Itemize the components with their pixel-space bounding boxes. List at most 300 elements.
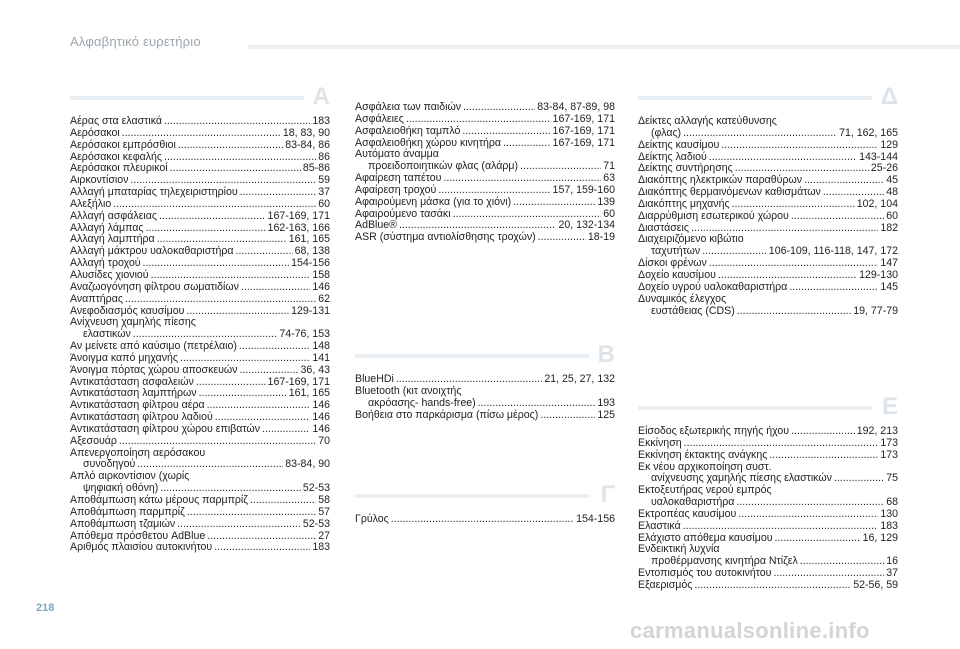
- leader-dots: [462, 126, 550, 138]
- entry-line: [638, 211, 898, 223]
- entry-pages: 154-156: [576, 513, 615, 525]
- entry-term: Είσοδος εξωτερικής πηγής ήχου: [638, 425, 790, 437]
- index-entry: [355, 149, 615, 173]
- page-number: 218: [36, 602, 55, 614]
- entry-term: Ανίχνευση χαμηλής πίεσης: [70, 316, 196, 329]
- entry-pages: 167-169, 171: [267, 209, 330, 222]
- section-header: [355, 340, 615, 370]
- leader-dots: [694, 580, 851, 592]
- index-entry: [638, 294, 898, 318]
- entry-pages: 36, 43: [300, 363, 330, 376]
- index-entry: [638, 282, 898, 294]
- entry-term: Δείκτης λαδιού: [638, 150, 707, 163]
- entry-line: [638, 294, 898, 306]
- leader-dots: [262, 424, 310, 436]
- entry-term: Αερόσακοι πλευρικοί: [70, 162, 168, 175]
- leader-dots: [214, 542, 310, 554]
- entry-line: [355, 197, 615, 209]
- entry-pages: 148: [312, 340, 330, 353]
- entry-term: Δοχείο υγρού υαλοκαθαριστήρα: [638, 280, 788, 293]
- index-entry: [70, 353, 330, 365]
- entry-term: Εκκίνηση έκτακτης ανάγκης: [638, 448, 768, 461]
- entry-term: Δοχείο καυσίμου: [638, 268, 716, 281]
- entry-line: [70, 424, 330, 436]
- index-entry: [355, 114, 615, 126]
- section-header: [638, 82, 898, 112]
- entry-pages: 167-169, 171: [552, 136, 615, 149]
- entry-term: ευστάθειας (CDS): [651, 304, 735, 317]
- entry-term: BlueHDi: [355, 373, 394, 385]
- entry-line: [355, 232, 615, 244]
- leader-dots: [196, 377, 266, 389]
- entry-term: Ανεφοδιασμός καυσίμου: [70, 304, 185, 317]
- index-entry: [70, 365, 330, 377]
- index-entry: [70, 507, 330, 519]
- entry-line: [638, 140, 898, 152]
- entry-term: Αλεξήλιο: [70, 197, 112, 210]
- entry-pages: 48: [886, 186, 898, 199]
- entry-pages: 60: [318, 197, 330, 210]
- entry-pages: 183: [312, 115, 330, 127]
- entry-pages: 63: [603, 172, 615, 185]
- leader-dots: [791, 426, 855, 438]
- leader-dots: [236, 246, 293, 258]
- entry-pages: 158: [312, 268, 330, 281]
- entry-term: Εκτροπέας καυσίμου: [638, 507, 737, 520]
- entry-term: Άνοιγμα πόρτας χώρου αποσκευών: [70, 363, 238, 376]
- entry-term: προειδοποιητικών φλας (αλάρμ): [368, 160, 519, 173]
- entry-line: [70, 436, 330, 448]
- entry-pages: 102, 104: [856, 197, 898, 210]
- leader-dots: [702, 246, 767, 258]
- entry-pages: 27: [318, 529, 330, 542]
- index-entry: [70, 542, 330, 554]
- entry-term: συνοδηγού: [83, 458, 136, 471]
- section-letter: Δ: [880, 83, 898, 110]
- leader-dots: [170, 163, 301, 175]
- entry-pages: 147: [880, 257, 898, 270]
- entry-pages: 162-163, 166: [267, 221, 330, 234]
- entry-pages: 37: [318, 186, 330, 199]
- index-entry: [355, 197, 615, 209]
- entry-term: Αντικατάσταση φίλτρου λαδιού: [70, 411, 213, 424]
- entry-term: Αναπτήρας: [70, 292, 123, 305]
- entry-pages: 173: [880, 436, 898, 449]
- leader-dots: [207, 400, 311, 412]
- entry-term: ανίχνευσης χαμηλής πίεσης ελαστικών: [651, 472, 832, 485]
- entry-term: Αλλαγή ασφάλειας: [70, 209, 158, 222]
- entry-pages: 129-130: [859, 268, 898, 281]
- entry-pages: 25-26: [870, 162, 898, 175]
- entry-pages: 157, 159-160: [552, 183, 615, 196]
- entry-line: [70, 211, 330, 223]
- index-title: Αλφαβητικό ευρετήριο: [70, 34, 201, 49]
- header-rule: [248, 45, 960, 49]
- entry-pages: 62: [318, 292, 330, 305]
- entry-term: Απλό αιρκοντίσιον (χωρίς: [70, 470, 190, 483]
- leader-dots: [186, 306, 289, 318]
- entry-pages: 125: [597, 408, 615, 421]
- section-letter: Ε: [881, 393, 898, 420]
- entry-term: Δυναμικός έλεγχος: [638, 292, 727, 305]
- leader-dots: [520, 161, 601, 173]
- entry-pages: 183: [312, 541, 330, 554]
- entry-term: Διακόπτης θερμαινόμενων καθισμάτων: [638, 186, 821, 199]
- index-entry: [638, 580, 898, 592]
- index-section: [638, 392, 898, 592]
- index-entry: [638, 544, 898, 568]
- entry-pages: 192, 213: [856, 425, 898, 437]
- leader-dots: [187, 507, 316, 519]
- entry-pages: 161, 165: [288, 387, 330, 400]
- entry-term: Αντικατάσταση ασφαλειών: [70, 375, 194, 388]
- section-rule: [638, 406, 872, 410]
- entry-pages: 193: [597, 396, 615, 409]
- entry-term: Εντοπισμός του αυτοκινήτου: [638, 567, 772, 580]
- leader-dots: [240, 187, 317, 199]
- entry-line: [70, 507, 330, 519]
- entry-term: Βοήθεια στο παρκάρισμα (πίσω μέρος): [355, 408, 539, 421]
- entry-term: Αποθάμπωση παρμπρίζ: [70, 505, 185, 518]
- entry-pages: 106-109, 116-118, 147, 172: [768, 245, 898, 258]
- index-entry: [70, 128, 330, 140]
- index-entry: [355, 126, 615, 138]
- entry-term: Δίσκοι φρένων: [638, 257, 707, 270]
- leader-dots: [177, 519, 301, 531]
- entry-term: Εκ νέου αρχικοποίηση συστ.: [638, 460, 772, 473]
- entry-pages: 139: [597, 195, 615, 208]
- leader-dots: [800, 556, 884, 568]
- index-entry: [638, 450, 898, 462]
- entry-term: AdBlue®: [355, 219, 397, 232]
- index-entry: [638, 140, 898, 152]
- index-entry: [70, 519, 330, 531]
- entry-pages: 18, 83, 90: [282, 126, 330, 139]
- entry-line: [70, 519, 330, 531]
- entry-pages: 146: [312, 280, 330, 293]
- index-section: [355, 340, 615, 421]
- leader-dots: [113, 199, 316, 211]
- entry-pages: 45: [886, 174, 898, 187]
- entry-pages: 20, 132-134: [558, 219, 615, 232]
- leader-dots: [775, 533, 861, 545]
- index-section: [355, 480, 615, 526]
- leader-dots: [207, 531, 316, 543]
- entry-term: Ενδεικτική λυχνία: [638, 543, 720, 556]
- leader-dots: [239, 365, 298, 377]
- entry-term: Αποθάμπωση κάτω μέρους παρμπρίζ: [70, 494, 248, 506]
- entry-term: ταχυτήτων: [651, 245, 701, 258]
- index-entry: [638, 462, 898, 486]
- entry-line: [638, 450, 898, 462]
- entry-pages: 75: [886, 472, 898, 485]
- leader-dots: [438, 185, 550, 197]
- entry-term: Αερόσακοι κεφαλής: [70, 150, 163, 163]
- entry-pages: 167-169, 171: [267, 375, 330, 388]
- entry-term: Δείκτες αλλαγής κατεύθυνσης: [638, 115, 777, 127]
- leader-dots: [791, 211, 884, 223]
- entry-line: [70, 140, 330, 152]
- leader-dots: [834, 473, 884, 485]
- entry-term: Εκτοξευτήρας νερού εμπρός: [638, 484, 772, 497]
- entry-term: Ασφαλειοθήκη χώρου κινητήρα: [355, 136, 502, 149]
- leader-dots: [143, 258, 290, 270]
- leader-dots: [178, 140, 283, 152]
- entry-term: Αφαιρούμενο τασάκι: [355, 207, 451, 220]
- entry-term: Αριθμός πλαισίου αυτοκινήτου: [70, 541, 213, 554]
- entry-term: Αλλαγή μπαταρίας τηλεχειριστηρίου: [70, 186, 238, 199]
- entry-pages: 83-84, 86: [285, 138, 330, 151]
- index-entry: [638, 234, 898, 258]
- leader-dots: [478, 398, 596, 410]
- entry-term: Αφαιρούμενη μάσκα (για το χιόνι): [355, 195, 512, 208]
- entry-term: Αέρας στα ελαστικά: [70, 115, 162, 127]
- leader-dots: [736, 497, 884, 509]
- entry-term: Διαχειριζόμενο κιβώτιο: [638, 233, 744, 246]
- leader-dots: [239, 341, 310, 353]
- entry-line: [638, 282, 898, 294]
- index-entry: [70, 471, 330, 495]
- entry-pages: 19, 77-79: [853, 304, 898, 317]
- entry-line: [355, 410, 615, 422]
- watermark: carmanualsonline.info: [630, 618, 870, 643]
- entry-pages: 52-53: [302, 517, 330, 530]
- index-section: [638, 82, 898, 317]
- entry-term: Bluetooth (κιτ ανοιχτής: [355, 384, 462, 397]
- index-entry: [70, 211, 330, 223]
- index-entry: [70, 140, 330, 152]
- entry-term: Αποθάμπωση τζαμιών: [70, 517, 176, 530]
- entry-term: υαλοκαθαριστήρα: [651, 496, 735, 509]
- entry-pages: 16: [886, 555, 898, 568]
- entry-pages: 85-86: [302, 162, 330, 175]
- entry-term: Ασφάλειες: [355, 112, 404, 125]
- leader-dots: [180, 353, 310, 365]
- entry-pages: 167-169, 171: [552, 124, 615, 137]
- entry-pages: 146: [312, 411, 330, 424]
- entry-term: Άνοιγμα καπό μηχανής: [70, 351, 179, 364]
- section-header: [355, 480, 615, 510]
- leader-dots: [789, 282, 878, 294]
- entry-term: Διακόπτης μηχανής: [638, 197, 730, 210]
- entry-line: [70, 353, 330, 365]
- leader-dots: [406, 114, 551, 126]
- entry-term: Αντικατάσταση φίλτρου χώρου επιβατών: [70, 422, 260, 435]
- entry-line: [355, 114, 615, 126]
- entry-line: [70, 542, 330, 554]
- section-letter: B: [597, 341, 615, 368]
- entry-term: Αιρκοντίσιον: [70, 174, 129, 187]
- entry-pages: 52-56, 59: [853, 578, 898, 591]
- index-entry: [638, 211, 898, 223]
- leader-dots: [737, 306, 851, 318]
- index-entry: [70, 282, 330, 294]
- entry-line: [638, 521, 898, 533]
- index-entry: [70, 448, 330, 472]
- entry-pages: 70: [318, 434, 330, 447]
- index-entry: [355, 386, 615, 410]
- index-entry: [70, 424, 330, 436]
- index-entry: [638, 521, 898, 533]
- entry-line: [355, 126, 615, 138]
- entry-term: Γρύλος: [355, 513, 389, 525]
- leader-dots: [391, 514, 574, 526]
- leader-dots: [769, 450, 878, 462]
- entry-term: Αντικατάσταση λαμπτήρων: [70, 387, 197, 400]
- index-entry: [355, 185, 615, 197]
- entry-term: Αλλαγή μάκτρου υαλοκαθαριστήρα: [70, 245, 234, 258]
- entry-pages: 154-156: [291, 257, 330, 270]
- section-letter: A: [312, 83, 330, 110]
- entry-term: Απόθεμα πρόσθετου AdBlue: [70, 529, 206, 542]
- leader-dots: [122, 128, 281, 140]
- index-entry: [638, 199, 898, 211]
- entry-term: ASR (σύστημα αντιολίσθησης τροχών): [355, 231, 536, 244]
- entry-pages: 182: [880, 221, 898, 234]
- entry-term: Εκκίνηση: [638, 436, 682, 449]
- entry-pages: 71, 162, 165: [839, 126, 898, 139]
- leader-dots: [683, 128, 837, 140]
- leader-dots: [732, 199, 855, 211]
- entry-pages: 183: [880, 519, 898, 532]
- index-entry: [355, 232, 615, 244]
- index-entry: [638, 509, 898, 521]
- entry-pages: 16, 129: [862, 531, 898, 544]
- entry-pages: 167-169, 171: [552, 112, 615, 125]
- leader-dots: [540, 410, 595, 422]
- entry-term: Αν μείνετε από καύσιμο (πετρέλαιο): [70, 340, 237, 353]
- entry-pages: 145: [880, 280, 898, 293]
- section-rule: [638, 96, 872, 100]
- entry-term: Αλλαγή λάμπας: [70, 221, 144, 234]
- leader-dots: [250, 495, 316, 507]
- entry-line: [355, 185, 615, 197]
- entry-term: Αερόσακοι: [70, 126, 120, 139]
- section-letter: Γ: [600, 481, 615, 508]
- leader-dots: [709, 258, 879, 270]
- entry-pages: 86: [318, 150, 330, 163]
- entry-term: προθέρμανσης κινητήρα Ντίζελ: [651, 555, 798, 568]
- entry-term: (φλας): [651, 126, 682, 139]
- entry-pages: 71: [603, 160, 615, 173]
- entry-pages: 83-84, 90: [285, 458, 330, 471]
- entry-pages: 37: [886, 567, 898, 580]
- entry-pages: 130: [880, 507, 898, 520]
- entry-pages: 21, 25, 27, 132: [544, 373, 615, 385]
- leader-dots: [503, 138, 551, 150]
- entry-term: Δείκτης καυσίμου: [638, 138, 720, 151]
- entry-term: ελαστικών: [83, 328, 131, 341]
- leader-dots: [241, 282, 310, 294]
- index-entry: [638, 438, 898, 450]
- entry-term: Αλυσίδες χιονιού: [70, 268, 149, 281]
- entry-pages: 52-53: [302, 482, 330, 495]
- entry-term: Αναζωογόνηση φίλτρου σωματιδίων: [70, 280, 239, 293]
- section-header: [70, 82, 330, 112]
- section-rule: [355, 354, 589, 358]
- leader-dots: [119, 436, 316, 448]
- entry-pages: 57: [318, 505, 330, 518]
- entry-line: [70, 282, 330, 294]
- entry-line: [70, 294, 330, 306]
- entry-line: [70, 128, 330, 140]
- entry-pages: 59: [318, 174, 330, 187]
- entry-line: [70, 199, 330, 211]
- entry-line: [638, 509, 898, 521]
- leader-dots: [164, 152, 316, 164]
- entry-pages: 146: [312, 399, 330, 412]
- section-rule: [70, 96, 304, 100]
- index-entry: [355, 514, 615, 526]
- entry-term: Αντικατάσταση φίλτρου αέρα: [70, 399, 205, 412]
- entry-pages: 143-144: [859, 150, 898, 163]
- entry-term: Εξαερισμός: [638, 578, 693, 591]
- entry-term: Αφαίρεση ταπέτου: [355, 172, 442, 185]
- entry-pages: 18-19: [587, 231, 615, 244]
- index-entry: [70, 317, 330, 341]
- index-entry: [70, 199, 330, 211]
- leader-dots: [721, 140, 878, 152]
- entry-term: Ασφάλεια των παιδιών: [355, 101, 462, 113]
- index-entry: [355, 410, 615, 422]
- entry-term: Ασφαλειοθήκη ταμπλό: [355, 124, 461, 137]
- leader-dots: [738, 509, 878, 521]
- entry-pages: 129: [880, 138, 898, 151]
- entry-pages: 68: [886, 496, 898, 509]
- entry-line: [638, 306, 898, 318]
- entry-pages: 161, 165: [288, 233, 330, 246]
- leader-dots: [684, 438, 879, 450]
- entry-term: Αλλαγή τροχού: [70, 257, 141, 270]
- leader-dots: [159, 211, 266, 223]
- entry-pages: 146: [312, 422, 330, 435]
- entry-term: Αερόσακοι εμπρόσθιοι: [70, 138, 176, 151]
- index-entry: [638, 485, 898, 509]
- entry-term: Αυτόματο άναμμα: [355, 148, 439, 161]
- entry-pages: 83-84, 87-89, 98: [537, 101, 615, 113]
- page-header: [0, 0, 960, 60]
- entry-pages: 60: [603, 207, 615, 220]
- leader-dots: [146, 223, 266, 235]
- leader-dots: [513, 197, 595, 209]
- entry-term: Αλλαγή λαμπτήρα: [70, 233, 155, 246]
- index-entry: [638, 116, 898, 140]
- entry-term: Απενεργοποίηση αερόσακου: [70, 446, 206, 459]
- index-section: [355, 102, 615, 244]
- entry-term: Αφαίρεση τροχού: [355, 183, 437, 196]
- entry-line: [70, 365, 330, 377]
- leader-dots: [199, 388, 287, 400]
- entry-pages: 141: [312, 351, 330, 364]
- entry-line: [638, 580, 898, 592]
- entry-line: [638, 438, 898, 450]
- entry-line: [355, 398, 615, 410]
- entry-term: Ελάχιστο απόθεμα καυσίμου: [638, 531, 773, 544]
- entry-term: Διαρρύθμιση εσωτερικού χώρου: [638, 209, 789, 222]
- entry-term: Διακόπτης ηλεκτρικών παραθύρων: [638, 174, 803, 187]
- section-rule: [355, 494, 589, 498]
- entry-pages: 68, 138: [294, 245, 330, 258]
- index-entry: [70, 294, 330, 306]
- entry-pages: 129-131: [291, 304, 330, 317]
- leader-dots: [538, 232, 586, 244]
- entry-term: Διαστάσεις: [638, 221, 689, 234]
- entry-term: ακρόασης- hands-free): [368, 396, 476, 409]
- section-header: [638, 392, 898, 422]
- entry-term: Ελαστικά: [638, 519, 681, 532]
- index-entry: [70, 436, 330, 448]
- entry-line: [355, 386, 615, 398]
